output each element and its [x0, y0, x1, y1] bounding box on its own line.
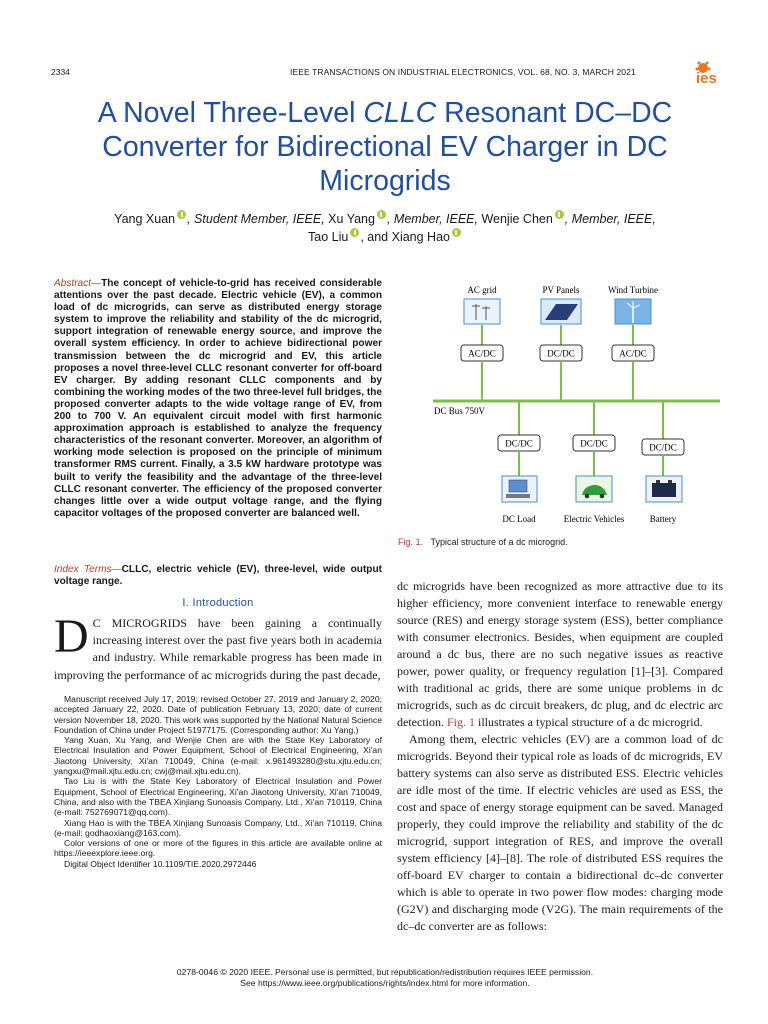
battery-icon	[646, 476, 682, 502]
footnote: Tao Liu is with the State Key Laboratory of Electrical Insulation and Power Equipment, School of Electrical Engineering, Xi'an Jiaotong University, Xi'an 710049, China, and also with the TBEA Xinjiang Sunoasis Company, Ltd., Xi'an 710119, China (e-mail: 752769071@qq.com).	[54, 776, 382, 818]
footnote: Xiang Hao is with the TBEA Xinjiang Sunoasis Company, Ltd., Xi'an 710119, China (e-mail: godhaoxiang@163.com).	[54, 817, 382, 838]
abstract	[54, 278, 382, 520]
acdc-label: AC/DC	[619, 348, 647, 359]
acdc-label: AC/DC	[468, 348, 496, 359]
index-terms-text: CLLC, electric vehicle (EV), three-level, wide output voltage range.	[54, 564, 383, 588]
dc-load-icon	[502, 476, 537, 502]
orcid-icon[interactable]	[350, 228, 359, 237]
index-terms	[54, 564, 382, 588]
orcid-icon[interactable]	[177, 210, 186, 219]
wind-turbine-label: Wind Turbine	[608, 285, 658, 295]
page-number: 2334	[51, 67, 70, 77]
figure-caption: Fig. 1. Typical structure of a dc microgrid.	[398, 537, 568, 547]
abstract-label: Abstract—	[54, 278, 102, 289]
electric-vehicles-label: Electric Vehicles	[563, 514, 625, 524]
footnote: Manuscript received July 17, 2019; revised October 27, 2019 and January 2, 2020; accepted January 22, 2020. Date of publication February 13, 2020; date of current version November 18, 2020. This work was supported by the National Natural Science Foundation of China under Project 51977175. (Corresponding author: Xu Yang.)	[54, 694, 383, 735]
dc-bus-label: DC Bus 750V	[434, 406, 486, 416]
figure-reference-link[interactable]: Fig. 1	[446, 715, 475, 729]
abstract-text: The concept of vehicle-to-grid has received considerable attentions over the past decade. Electric vehicle (EV), a common load of dc microgrids, can serve as distributed energy storage system to improve the reliability and stability of the dc microgrid, support integration of renewable energy source, and improve the overall system efficiency. In order to achieve bidirectional power transmission between the dc microgrid and EV, this article proposes a novel three-level CLLC resonant converter for off-board EV charger. By adding resonant CLLC components and by combining the working modes of the two three-level full bridges, the proposed converter adapts to the wide voltage range of EV, from 200 to 700 V. An equivalent circuit model with first harmonic approximation approach is established to analyze the frequency characteristics of the resonant converter. Moreover, an algorithm of working mode selection is proposed on the principle of minimum transformer RMS current. Finally, a 3.5 kW hardware prototype was built to verify the feasibility and the advantage of the three-level CLLC resonant converter. The efficiency of the proposed converter changes little over a wide output voltage range, and the flying capacitor voltages of the proposed converter are balanced well.	[54, 278, 382, 519]
intro-paragraph: D C MICROGRIDS have been gaining a continually increasing interest over the past five years both in academia and industry. While remarkable progress has been made in improving the performance of ac microgrids during the past decade,	[54, 610, 382, 682]
dc-load-label: DC Load	[502, 514, 536, 524]
dcdc-label: DC/DC	[649, 442, 677, 453]
index-terms-label: Index Terms—	[54, 564, 122, 575]
footnote: Color versions of one or more of the figures in this article are available online at https://ieeexplore.ieee.org.	[54, 838, 382, 859]
pv-panels-label: PV Panels	[542, 285, 580, 295]
paragraph: dc microgrids have been recognized as more attractive due to its higher efficiency, more convenient interface to renewable energy source (RES) and energy storage system (ESS), better compliance with consumer electronics. Besides, when equipment are coupled around a dc bus, there are no such negative issues as reactive power, power quality, or frequency regulation [1]–[3]. Compared with traditional ac grids, there are some unique problems in dc microgrids, such as dc circuit breakers, dc plug, and dc electric arc detection. Fig. 1 illustrates a typical structure of a dc microgrid.	[397, 579, 723, 729]
copyright-footer: 0278-0046 © 2020 IEEE. Personal use is permitted, but republication/redistribution requires IEEE permission. See https://www.ieee.org/publications/rights/index.html for more information.	[176, 967, 594, 988]
paragraph: Among them, electric vehicles (EV) are a common load of dc microgrids. Beyond their typical role as loads of dc microgrids, EV battery systems can also serve as distributed ESS. Electric vehicles are idle most of the time. If electric vehicles are used as ESS, the cost and space of energy storage equipment can be saved. Managed properly, they could improve the reliability and stability of the dc microgrid, support integration of RES, and improve the overall system efficiency [4]–[8]. The role of distributed ESS requires the off-board EV charger to contain a bidirectional dc–dc converter which is able to operate in two power flow modes: charging mode (G2V) and discharging mode (V2G). The main requirements of the dc–dc converter are as follows:	[397, 732, 723, 933]
author-list: Yang Xuan , Student Member, IEEE, Xu Yang , Member, IEEE, Wenjie Chen , Member, IEEE, Tao Liu , and Xiang Hao	[114, 212, 656, 244]
dcdc-label: DC/DC	[580, 438, 608, 449]
figure-caption-label: Fig. 1.	[398, 537, 424, 547]
pv-panel-icon	[541, 299, 581, 324]
ies-logo	[693, 59, 733, 85]
orcid-icon[interactable]	[555, 210, 564, 219]
footnotes	[54, 694, 382, 869]
body-text-right	[397, 578, 723, 935]
dcdc-label: DC/DC	[547, 348, 575, 359]
wind-turbine-icon	[615, 299, 651, 324]
battery-label: Battery	[649, 514, 677, 524]
orcid-icon[interactable]	[377, 210, 386, 219]
footnote: Digital Object Identifier 10.1109/TIE.2020.2972446	[64, 858, 257, 869]
section-heading: I. Introduction	[182, 597, 254, 609]
drop-cap: D	[54, 610, 89, 663]
paper-title: A Novel Three-Level CLLC Resonant DC–DC Converter for Bidirectional EV Charger in DC Microgrids	[97, 97, 673, 197]
footnote: Yang Xuan, Xu Yang, and Wenjie Chen are with the State Key Laboratory of Electrical Insulation and Power Equipment, School of Electrical Engineering, Xi'an Jiaotong University, Xi'an 710049, China (e-mail: x.961493280@stu.xjtu.edu.cn; yangxu@mail.xjtu.edu.cn; cwj@mail.xjtu.edu.cn).	[54, 735, 382, 777]
ac-grid-icon	[464, 299, 500, 324]
figure-microgrid	[398, 278, 723, 536]
electric-vehicle-icon	[576, 476, 612, 502]
journal-header: IEEE TRANSACTIONS ON INDUSTRIAL ELECTRONICS, VOL. 68, NO. 3, MARCH 2021	[290, 67, 636, 77]
ac-grid-label: AC grid	[467, 285, 497, 295]
dcdc-label: DC/DC	[505, 438, 533, 449]
orcid-icon[interactable]	[452, 228, 461, 237]
logo-text: ies	[696, 70, 717, 85]
